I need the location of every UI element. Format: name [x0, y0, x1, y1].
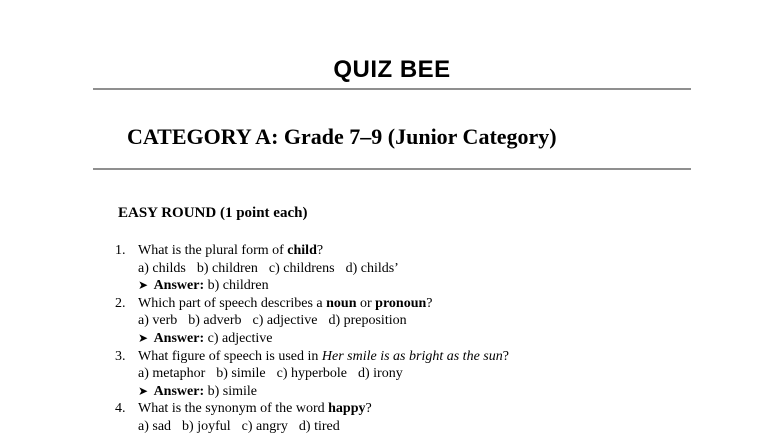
question-number: 4.	[115, 401, 126, 417]
category-heading: CATEGORY A: Grade 7–9 (Junior Category)	[127, 124, 557, 149]
option: b) adverb	[188, 313, 242, 329]
question-item	[115, 295, 433, 313]
question-text: What is the plural form of child?	[138, 243, 324, 258]
option: d) childs’	[345, 260, 399, 276]
question-text: What is the synonym of the word happy?	[138, 401, 372, 417]
question-number: 2.	[115, 295, 126, 311]
option: d) irony	[358, 366, 403, 382]
option: a) verb	[138, 313, 178, 329]
question-text: Which part of speech describes a noun or pronoun?	[138, 295, 433, 311]
option: b) joyful	[182, 418, 231, 434]
arrow-bullet-icon: ➤	[138, 278, 149, 293]
category-divider	[93, 168, 691, 170]
option: c) childrens	[268, 260, 335, 276]
question-item	[115, 348, 509, 366]
answer-line	[115, 330, 418, 348]
answer-value: b) simile	[207, 383, 257, 399]
answer-line	[115, 383, 418, 401]
question-list	[115, 242, 509, 436]
answer-line	[115, 277, 418, 295]
question-text: What figure of speech is used in Her smile is as bright as the sun?	[138, 348, 509, 364]
quiz-title: QUIZ BEE	[333, 56, 451, 83]
question-item	[115, 400, 418, 418]
option: c) adjective	[252, 313, 318, 329]
question-options	[115, 260, 418, 278]
round-heading: EASY ROUND (1 point each)	[118, 205, 308, 221]
arrow-bullet-icon: ➤	[138, 383, 149, 398]
question-options	[115, 365, 418, 383]
question-number: 1.	[115, 243, 126, 258]
option: b) children	[196, 260, 258, 276]
title-divider	[93, 88, 691, 90]
answer-value: c) adjective	[207, 330, 273, 346]
question-item	[115, 242, 418, 260]
option: a) childs	[138, 260, 186, 276]
question-number: 3.	[115, 348, 126, 364]
answer-value: b) children	[207, 278, 269, 294]
answer-label: Answer:	[153, 278, 205, 294]
option: b) simile	[216, 366, 266, 382]
option: a) sad	[138, 418, 172, 434]
arrow-bullet-icon: ➤	[138, 330, 149, 345]
option: a) metaphor	[138, 366, 206, 382]
option: c) angry	[241, 418, 288, 434]
option: d) tired	[298, 418, 340, 434]
answer-label: Answer:	[153, 330, 205, 346]
question-options	[115, 312, 418, 330]
option: c) hyperbole	[276, 366, 347, 382]
option: d) preposition	[328, 313, 407, 329]
answer-label: Answer:	[153, 383, 205, 399]
question-options	[115, 418, 418, 436]
